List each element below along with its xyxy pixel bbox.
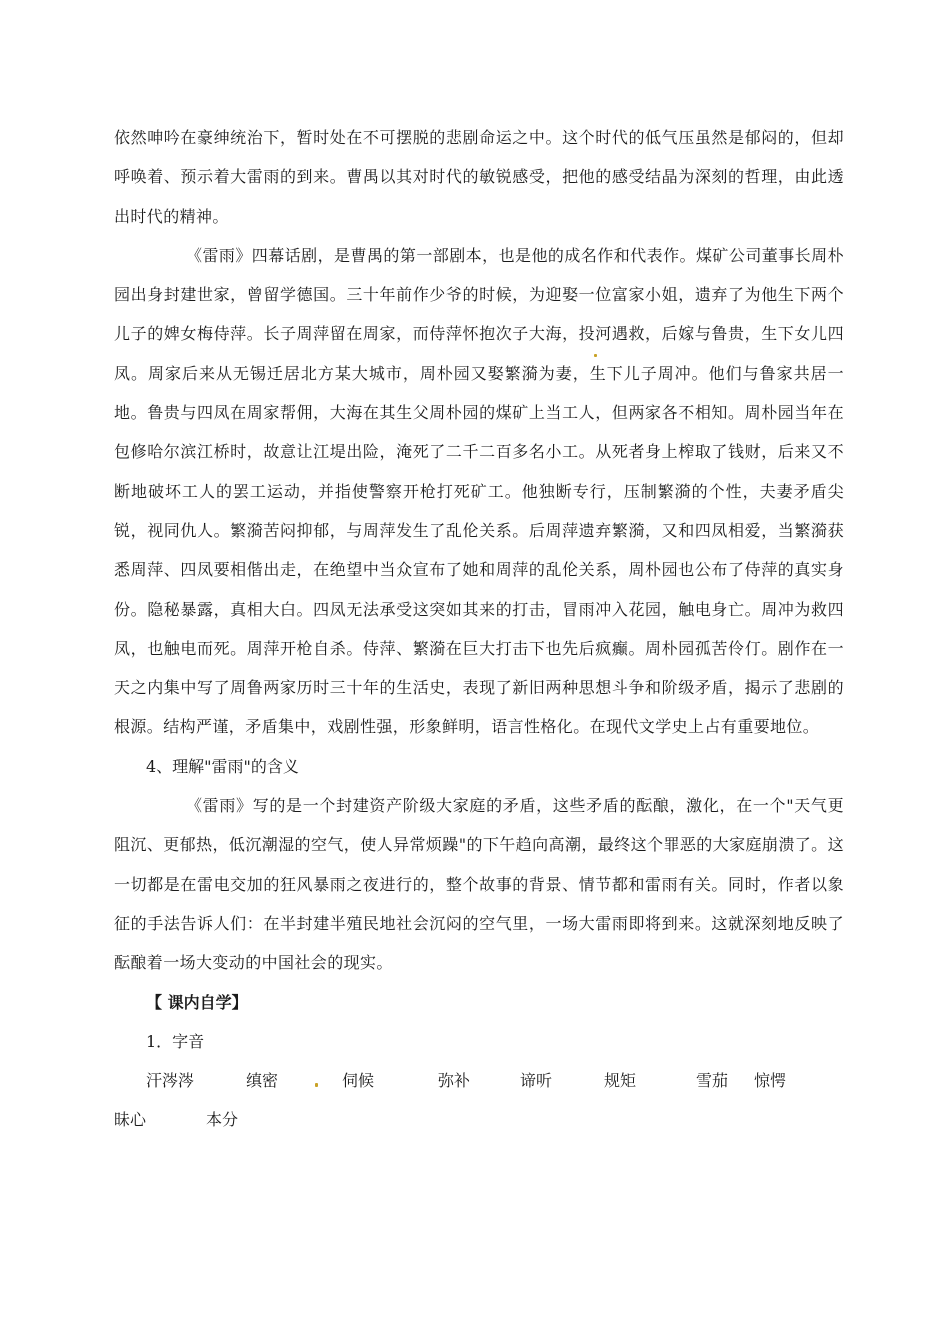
vocab-word: 昧心	[114, 1110, 147, 1130]
intro-paragraph: 依然呻吟在豪绅统治下，暂时处在不可摆脱的悲剧命运之中。这个时代的低气压虽然是郁闷的，但却呼唤着、预示着大雷雨的到来。曹禺以其对时代的敏锐感受，把他的感受结晶为深刻的哲理，由此透出时代的精神。	[114, 128, 844, 226]
dot-mark	[315, 1083, 318, 1087]
vocab-word: 缜密	[246, 1071, 279, 1091]
section-4-heading: 4、理解"雷雨"的含义	[146, 756, 299, 776]
vocab-word: 汗涔涔	[146, 1071, 195, 1091]
vocab-row-1	[114, 1061, 844, 1100]
document-page	[114, 118, 844, 1140]
vocab-word: 谛听	[520, 1071, 553, 1091]
vocab-word: 弥补	[438, 1071, 471, 1091]
vocab-row-2	[114, 1100, 844, 1139]
vocab-word: 规矩	[604, 1071, 637, 1091]
meaning-paragraph: 《雷雨》写的是一个封建资产阶级大家庭的矛盾，这些矛盾的酝酿，激化，在一个"天气更阻沉、更郁热，低沉潮湿的空气，使人异常烦躁"的下午趋向高潮，最终这个罪恶的大家庭崩溃了。这一切都是在雷电交加的狂风暴雨之夜进行的，整个故事的背景、情节都和雷雨有关。同时，作者以象征的手法告诉人们：在半封建半殖民地社会沉闷的空气里，一场大雷雨即将到来。这就深刻地反映了酝酿着一场大变动的中国社会的现实。	[114, 796, 844, 973]
vocab-word: 雪茄	[696, 1071, 729, 1091]
vocab-word: 惊愕	[754, 1071, 787, 1091]
plot-summary-paragraph: 《雷雨》四幕话剧，是曹禺的第一部剧本，也是他的成名作和代表作。煤矿公司董事长周朴园出身封建世家，曾留学德国。三十年前作少爷的时候，为迎娶一位富家小姐，遗弃了为他生下两个儿子的婢女梅侍萍。长子周萍留在周家，而侍萍怀抱次子大海，投河遇救，后嫁与鲁贵，生下女儿四凤。周家后来从无锡迁居北方某大城市，周朴园又娶繁漪为妻，生下儿子周冲。他们与鲁家共居一地。鲁贵与四凤在周家帮佣，大海在其生父周朴园的煤矿上当工人，但两家各不相知。周朴园当年在包修哈尔滨江桥时，故意让江堤出险，淹死了二千二百多名小工。从死者身上榨取了钱财，后来又不断地破坏工人的罢工运动，并指使警察开枪打死矿工。他独断专行，压制繁漪的个性，夫妻矛盾尖锐，视同仇人。繁漪苦闷抑郁，与周萍发生了乱伦关系。后周萍遗弃繁漪，又和四凤相爱，当繁漪获悉周萍、四凤要相偕出走，在绝望中当众宣布了她和周萍的乱伦关系，周朴园也公布了侍萍的真实身份。隐秘暴露，真相大白。四凤无法承受这突如其来的打击，冒雨冲入花园，触电身亡。周冲为救四凤，也触电而死。周萍开枪自杀。侍萍、繁漪在巨大打击下也先后疯癫。周朴园孤苦伶仃。剧作在一天之内集中写了周鲁两家历时三十年的生活史，表现了新旧两种思想斗争和阶级矛盾，揭示了悲剧的根源。结构严谨，矛盾集中，戏剧性强，形象鲜明，语言性格化。在现代文学史上占有重要地位。	[114, 245, 844, 737]
vocab-word: 本分	[206, 1110, 239, 1130]
scan-dot-mark	[594, 354, 597, 357]
pronunciation-heading: 1．字音	[146, 1031, 205, 1051]
self-study-heading: 【 课内自学】	[146, 992, 248, 1012]
vocab-word: 伺候	[342, 1071, 375, 1091]
